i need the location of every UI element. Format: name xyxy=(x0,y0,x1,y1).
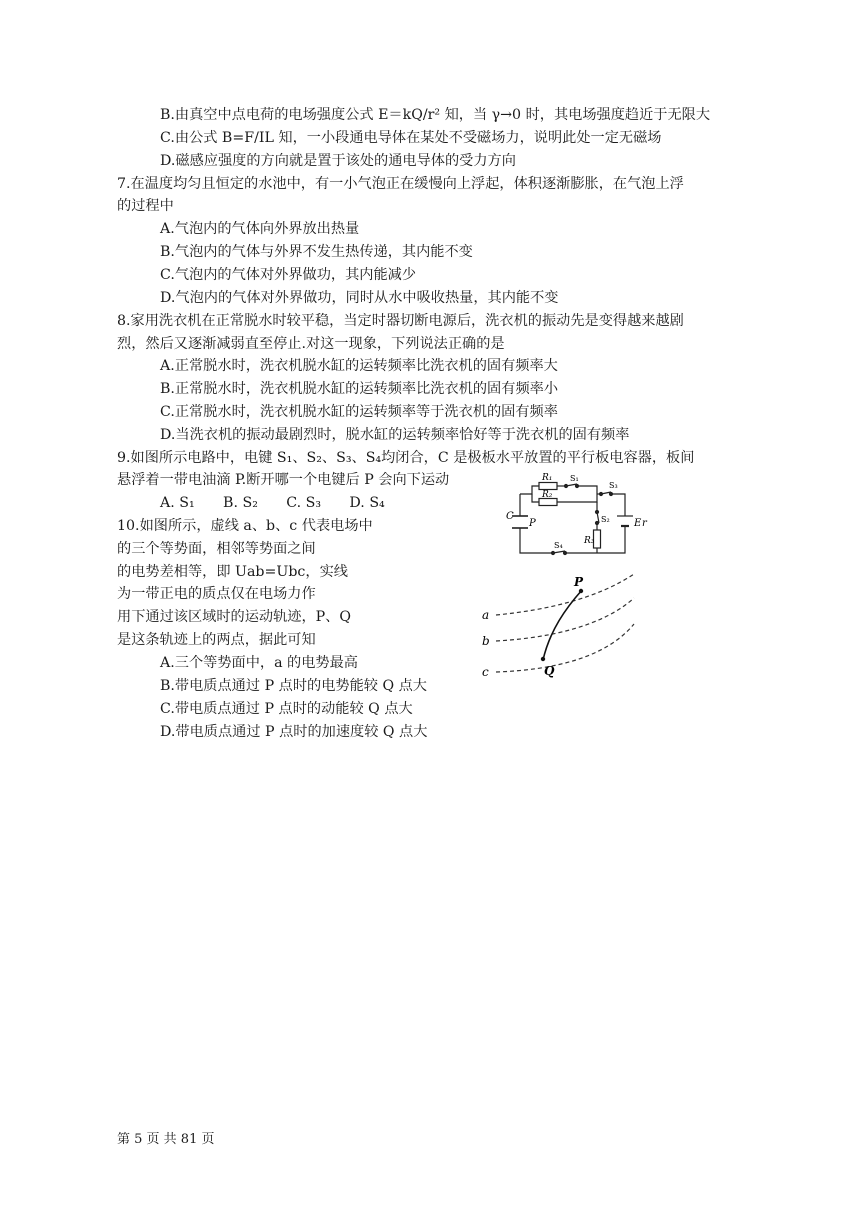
equipotential-a xyxy=(496,574,634,615)
s3-switch xyxy=(600,492,613,496)
q10-option-d: D.带电质点通过 P 点时的加速度较 Q 点大 xyxy=(160,724,428,740)
capacitor xyxy=(512,516,528,528)
equipotential-b xyxy=(496,598,634,641)
q9-stem-line1: 9.如图所示电路中，电键 S₁、S₂、S₃、S₄均闭合，C 是极板水平放置的平行板电容器，板间 xyxy=(117,450,695,466)
q10-option-a: A.三个等势面中，a 的电势最高 xyxy=(160,655,358,671)
q8-option-a: A.正常脱水时，洗衣机脱水缸的运转频率比洗衣机的固有频率大 xyxy=(160,358,558,374)
equipotential-c xyxy=(496,624,634,672)
q7-option-b: B.气泡内的气体与外界不发生热传递，其内能不变 xyxy=(160,244,473,260)
q10-option-c: C.带电质点通过 P 点时的动能较 Q 点大 xyxy=(160,701,413,717)
q7-option-a: A.气泡内的气体向外界放出热量 xyxy=(160,221,360,237)
droplet-label: P xyxy=(529,518,536,529)
label-p: P xyxy=(574,575,584,589)
q8-option-b: B.正常脱水时，洗衣机脱水缸的运转频率比洗衣机的固有频率小 xyxy=(160,381,559,397)
point-p xyxy=(579,589,583,593)
r3-label: R₃ xyxy=(584,536,595,546)
trajectory xyxy=(543,590,582,660)
s1-switch xyxy=(565,484,579,488)
label-b: b xyxy=(482,634,490,648)
q10-stem-line3: 的电势差相等，即 Uab=Ubc，实线 xyxy=(117,564,348,580)
r3-resistor xyxy=(594,530,601,548)
q6-option-c: C.由公式 B=F/IL 知，一小段通电导体在某处不受磁场力，说明此处一定无磁场 xyxy=(160,130,662,146)
q7-option-d: D.气泡内的气体对外界做功，同时从水中吸收热量，其内能不变 xyxy=(160,290,559,306)
s1-label: S₁ xyxy=(570,474,579,483)
q6-option-d: D.磁感应强度的方向就是置于该处的通电导体的受力方向 xyxy=(160,153,516,169)
q7-stem-line1: 7.在温度均匀且恒定的水池中，有一小气泡正在缓慢向上浮起，体积逐渐膨胀，在气泡上浮 xyxy=(117,176,684,192)
label-c: c xyxy=(482,665,489,679)
page-number: 第 5 页 共 81 页 xyxy=(117,1132,215,1147)
q10-stem-line2: 的三个等势面，相邻等势面之间 xyxy=(117,541,316,557)
emf-label: E xyxy=(634,518,642,529)
r1-resistor xyxy=(539,483,557,490)
circuit-diagram xyxy=(500,470,650,562)
field-diagram xyxy=(478,568,640,680)
q8-option-d: D.当洗衣机的振动最剧烈时，脱水缸的运转频率恰好等于洗衣机的固有频率 xyxy=(160,427,630,443)
q8-stem-line1: 8.家用洗衣机在正常脱水时较平稳，当定时器切断电源后，洗衣机的振动先是变得越来越剧 xyxy=(117,313,684,329)
q10-stem-line6: 是这条轨迹上的两点，据此可知 xyxy=(117,632,316,648)
q6-option-b: B.由真空中点电荷的电场强度公式 E＝kQ/r² 知，当 γ→0 时，其电场强度趋近于无限大 xyxy=(160,107,711,123)
r1-label: R₁ xyxy=(542,473,553,483)
capacitor-label: C xyxy=(506,511,514,522)
q10-stem-line4: 为一带正电的质点仅在电场力作 xyxy=(117,586,316,602)
q10-stem-line1: 10.如图所示，虚线 a、b、c 代表电场中 xyxy=(117,518,373,534)
q10-stem-line5: 用下通过该区域时的运动轨迹，P、Q xyxy=(117,609,351,625)
q8-option-c: C.正常脱水时，洗衣机脱水缸的运转频率等于洗衣机的固有频率 xyxy=(160,404,558,420)
label-a: a xyxy=(482,608,490,622)
q7-stem-line2: 的过程中 xyxy=(117,198,174,214)
q9-options: A. S₁ B. S₂ C. S₃ D. S₄ xyxy=(160,495,385,511)
battery xyxy=(617,516,633,526)
s4-switch xyxy=(552,551,567,555)
s2-switch xyxy=(596,511,600,525)
r2-label: R₂ xyxy=(542,490,553,500)
s4-label: S₄ xyxy=(554,541,563,550)
q9-stem-line2: 悬浮着一带电油滴 P.断开哪一个电键后 P 会向下运动 xyxy=(117,472,450,488)
q8-stem-line2: 烈，然后又逐渐减弱直至停止.对这一现象，下列说法正确的是 xyxy=(117,336,505,352)
q10-option-b: B.带电质点通过 P 点时的电势能较 Q 点大 xyxy=(160,678,427,694)
s2-label: S₂ xyxy=(601,515,610,524)
q7-option-c: C.气泡内的气体对外界做功，其内能减少 xyxy=(160,267,417,283)
point-q xyxy=(541,657,545,661)
s3-label: S₃ xyxy=(609,481,618,490)
label-q: Q xyxy=(544,664,555,678)
internal-resistance-label: r xyxy=(642,518,647,529)
